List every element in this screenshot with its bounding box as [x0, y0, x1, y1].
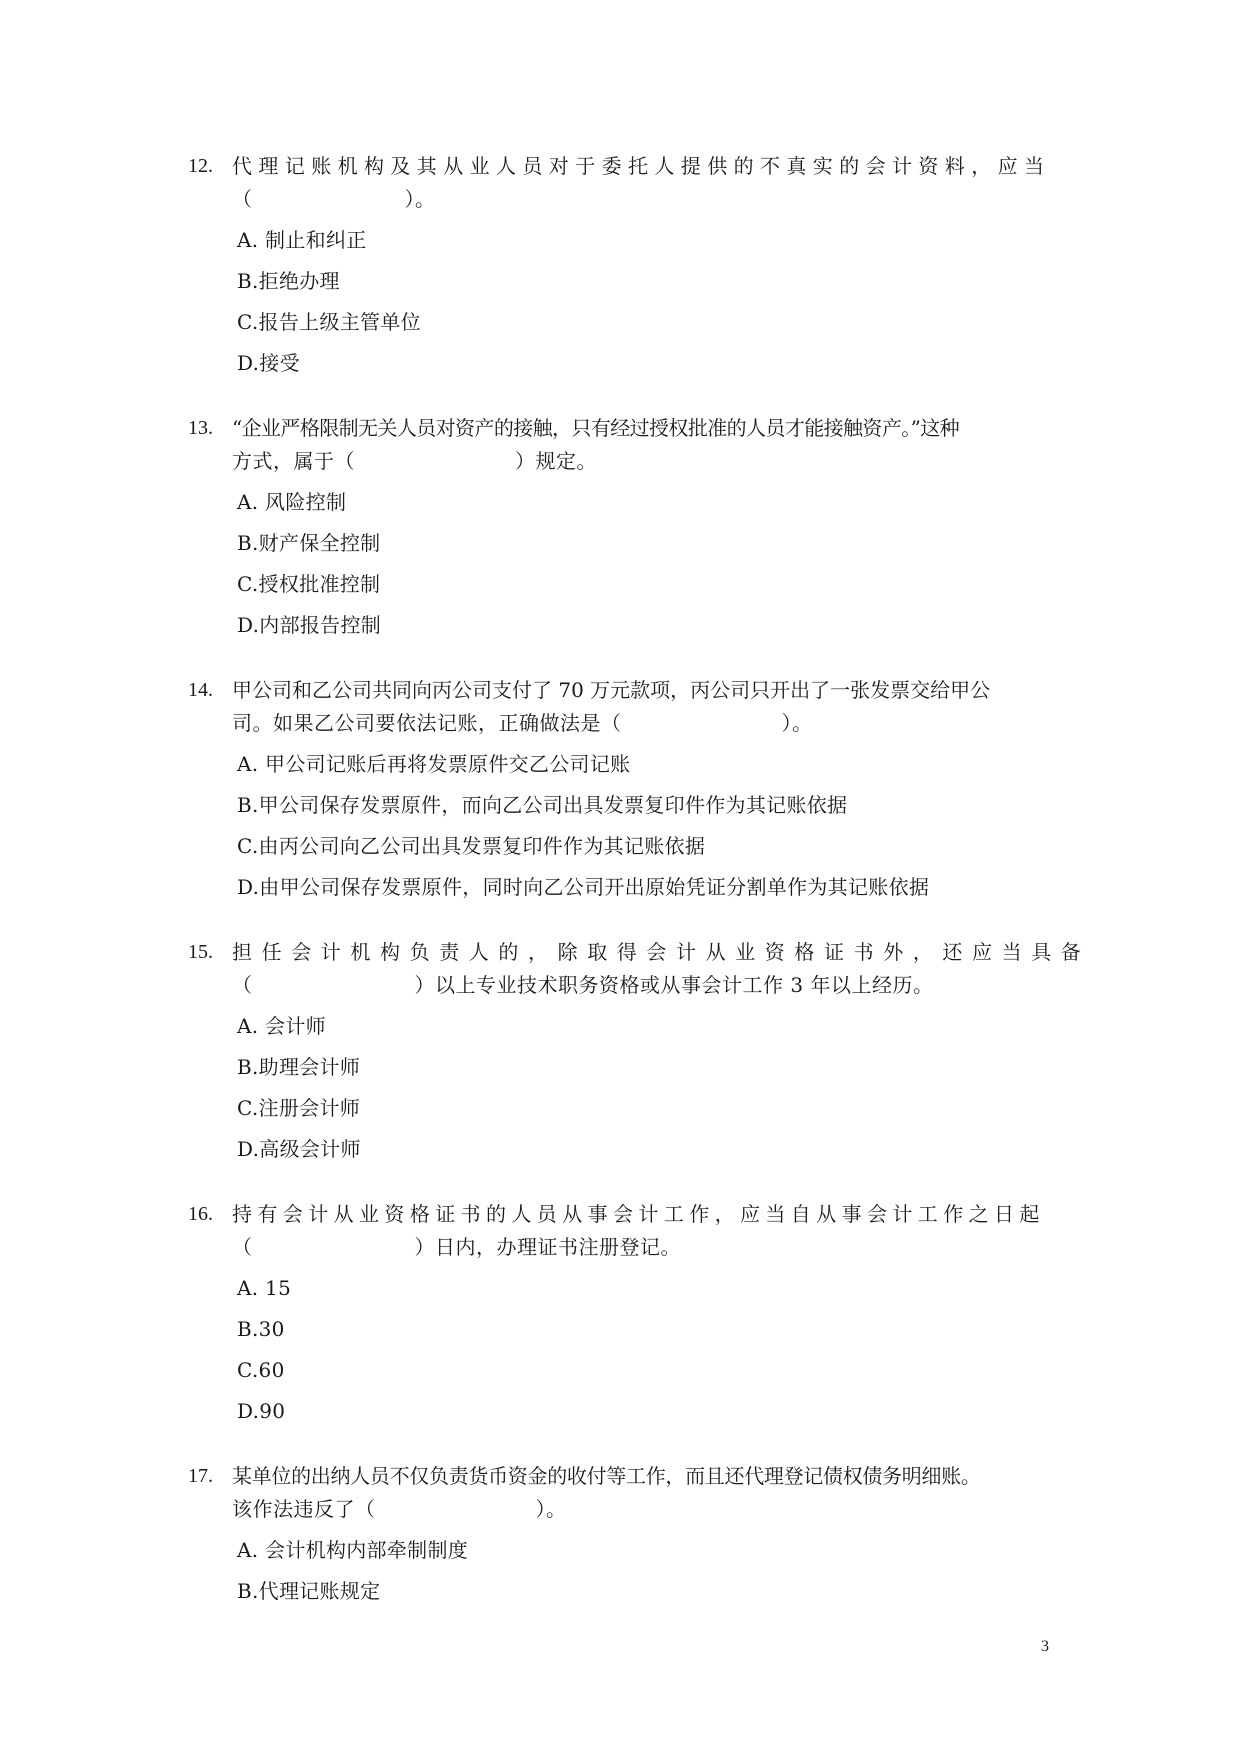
question-number: 12. — [188, 155, 213, 177]
option-c: C.注册会计师 — [237, 1096, 361, 1120]
blank-close: ）以上专业技术职务资格或从事会计工作 3 年以上经历。 — [414, 973, 934, 997]
option-c: C.报告上级主管单位 — [237, 310, 421, 334]
option-d: D.高级会计师 — [237, 1137, 361, 1161]
question-text: 代理记账机构及其从业人员对于委托人提供的不真实的会计资料，应当 — [232, 154, 1051, 178]
blank-close: ）。 — [535, 1497, 567, 1521]
question-number: 16. — [188, 1203, 213, 1225]
option-a: A. 15 — [237, 1276, 292, 1300]
options-list — [188, 487, 1058, 651]
question-text: 甲公司和乙公司共同向丙公司支付了 70 万元款项，丙公司只开出了一张发票交给甲公 — [232, 678, 991, 702]
option-b: B.甲公司保存发票原件，而向乙公司出具发票复印件作为其记账依据 — [237, 793, 848, 817]
option-b: B.30 — [237, 1317, 285, 1341]
options-list — [188, 749, 1058, 913]
question-number: 14. — [188, 679, 213, 701]
blank-open: （ — [232, 973, 253, 997]
blank-open: 方式，属于（ — [232, 449, 355, 473]
option-b: B.财产保全控制 — [237, 531, 381, 555]
blank-close: ）日内，办理证书注册登记。 — [414, 1235, 681, 1259]
question-number: 17. — [188, 1465, 213, 1487]
question-15 — [188, 936, 1091, 1175]
option-a: A. 会计机构内部牵制制度 — [237, 1538, 469, 1562]
option-a: A. 会计师 — [237, 1014, 326, 1038]
question-text: 担任会计机构负责人的，除取得会计从业资格证书外，还应当具备 — [232, 940, 1091, 964]
blank-close: ）规定。 — [515, 449, 597, 473]
options-list — [188, 1535, 1058, 1617]
option-d: D.由甲公司保存发票原件，同时向乙公司开出原始凭证分割单作为其记账依据 — [237, 875, 930, 899]
options-list — [188, 1273, 1058, 1437]
question-number: 13. — [188, 417, 213, 439]
question-17 — [188, 1460, 1058, 1617]
question-text: “企业严格限制无关人员对资产的接触，只有经过授权批准的人员才能接触资产。”这种 — [232, 416, 960, 440]
question-13 — [188, 412, 1058, 651]
blank-close: ）。 — [781, 711, 813, 735]
page-number: 3 — [1041, 1638, 1049, 1655]
option-a: A. 甲公司记账后再将发票原件交乙公司记账 — [237, 752, 631, 776]
question-12 — [188, 150, 1058, 389]
question-text: 某单位的出纳人员不仅负责货币资金的收付等工作，而且还代理登记债权债务明细账。 — [232, 1464, 981, 1488]
question-text: 持有会计从业资格证书的人员从事会计工作，应当自从事会计工作之日起 — [232, 1202, 1045, 1226]
blank-open: （ — [232, 187, 253, 211]
option-d: D.接受 — [237, 351, 300, 375]
option-d: D.90 — [237, 1399, 286, 1423]
option-c: C.60 — [237, 1358, 285, 1382]
option-a: A. 制止和纠正 — [237, 228, 367, 252]
option-b: B.助理会计师 — [237, 1055, 361, 1079]
option-a: A. 风险控制 — [237, 490, 347, 514]
question-16 — [188, 1198, 1058, 1437]
option-c: C.由丙公司向乙公司出具发票复印件作为其记账依据 — [237, 834, 706, 858]
options-list — [188, 1011, 1058, 1175]
question-number: 15. — [188, 941, 213, 963]
blank-open: 该作法违反了（ — [232, 1497, 376, 1521]
options-list — [188, 225, 1058, 389]
question-14 — [188, 674, 1058, 913]
option-b: B.代理记账规定 — [237, 1579, 381, 1603]
option-c: C.授权批准控制 — [237, 572, 381, 596]
blank-open: 司。如果乙公司要依法记账，正确做法是（ — [232, 711, 622, 735]
option-d: D.内部报告控制 — [237, 613, 382, 637]
blank-close: ）。 — [404, 187, 436, 211]
blank-open: （ — [232, 1235, 253, 1259]
option-b: B.拒绝办理 — [237, 269, 340, 293]
